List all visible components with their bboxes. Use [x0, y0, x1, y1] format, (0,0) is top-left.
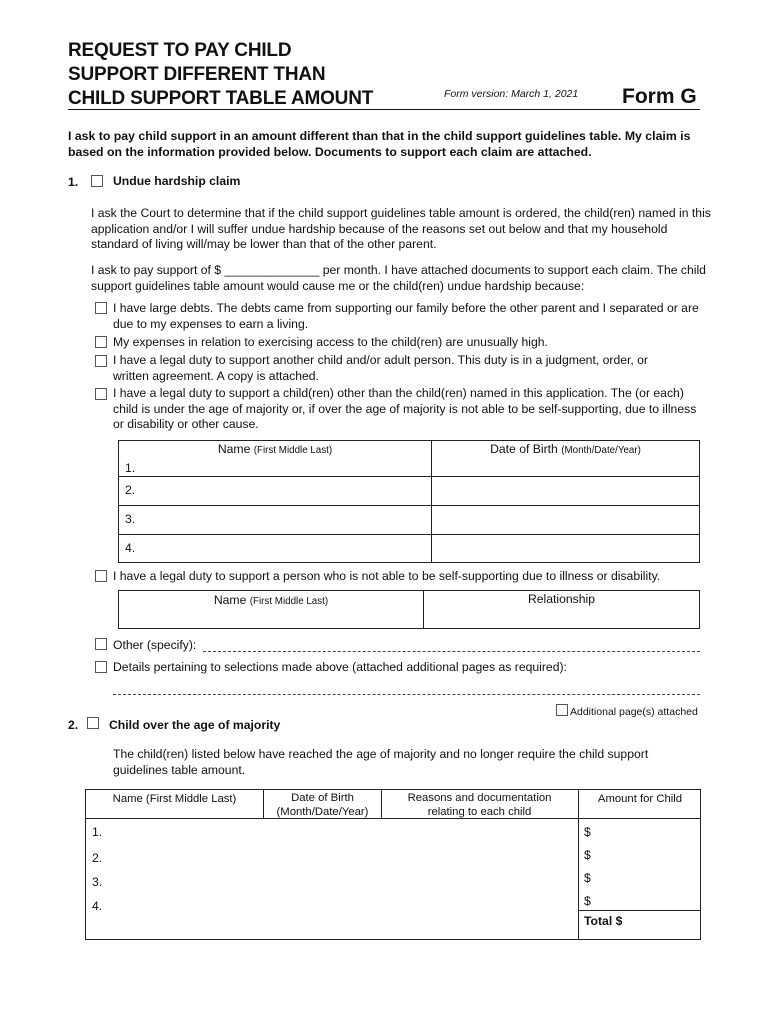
- column-divider: [578, 789, 579, 940]
- dob-column-header: Date of Birth (Month/Date/Year): [276, 792, 369, 818]
- section2-para: The child(ren) listed below have reached the age of majority and no longer require the child support guidelines table amount.: [113, 747, 649, 777]
- relationship-header: Relationship: [527, 592, 596, 606]
- amount-currency[interactable]: $: [584, 848, 591, 862]
- table-row-label: 4.: [92, 899, 103, 913]
- details-line[interactable]: [113, 694, 700, 695]
- name-subheader: (First Middle Last): [249, 596, 329, 607]
- table-row: [119, 477, 700, 506]
- access-expenses-checkbox[interactable]: [95, 336, 107, 348]
- table-header-row: [119, 591, 700, 629]
- title-line: CHILD SUPPORT TABLE AMOUNT: [68, 88, 374, 109]
- section1-number: 1.: [68, 175, 79, 189]
- option-large-debts: I have large debts. The debts came from supporting our family before the other parent and I separated or are due to my expenses to earn a living.: [113, 301, 699, 331]
- dob-column-header: [432, 441, 700, 477]
- table-row-label: 3.: [125, 512, 136, 527]
- details-label: Details pertaining to selections made above (attached additional pages as required):: [113, 660, 567, 674]
- name-column-header: Name (First Middle Last): [112, 793, 237, 805]
- over-majority-checkbox[interactable]: [87, 717, 99, 729]
- children-table: [118, 440, 700, 563]
- table-row-label: 1.: [125, 460, 136, 475]
- intro-text: I ask to pay child support in an amount different than that in the child support guidelines table. My claim is based on the information provided below. Documents to support each claim are attached.: [68, 129, 691, 159]
- other-specify-checkbox[interactable]: [95, 638, 107, 650]
- reasons-column-header: Reasons and documentation relating to each child: [407, 792, 552, 818]
- total-label[interactable]: Total $: [584, 914, 623, 928]
- header-divider: [68, 109, 700, 110]
- section1-title: Undue hardship claim: [113, 174, 241, 188]
- name-cell[interactable]: [119, 477, 432, 506]
- section1-para1: I ask the Court to determine that if the child support guidelines table amount is ordered, the child(ren) named in this application and/or I will suffer undue hardship because of the reasons set out below and that my household standard of living will/may be lower than that of the other parent.: [91, 206, 711, 252]
- dependent-adult-checkbox[interactable]: [95, 570, 107, 582]
- additional-pages-label: Additional page(s) attached: [570, 706, 698, 718]
- name-cell[interactable]: [119, 535, 432, 563]
- dob-header: Date of Birth: [490, 442, 558, 456]
- name-column-header: [119, 441, 432, 477]
- amount-column-header: Amount for Child: [597, 793, 683, 805]
- name-cell[interactable]: [119, 506, 432, 535]
- form-title: [68, 39, 373, 111]
- form-version: Form version: March 1, 2021: [444, 88, 579, 100]
- other-child-checkbox[interactable]: [95, 388, 107, 400]
- total-row-divider: [578, 910, 701, 911]
- amount-currency[interactable]: $: [584, 825, 591, 839]
- section2-number: 2.: [68, 718, 79, 732]
- dob-cell[interactable]: [432, 477, 700, 506]
- option-dependent-adult: I have a legal duty to support a person who is not able to be self-supporting due to illness or disability.: [113, 569, 661, 583]
- dob-subheader: (Month/Date/Year): [561, 445, 641, 456]
- dob-cell[interactable]: [432, 506, 700, 535]
- option-access-expenses: My expenses in relation to exercising access to the child(ren) are unusually high.: [113, 335, 548, 349]
- other-specify-line[interactable]: [203, 651, 700, 652]
- dob-cell[interactable]: [432, 535, 700, 563]
- additional-pages-checkbox[interactable]: [556, 704, 568, 716]
- relationship-table: [118, 590, 700, 629]
- option-other-child: I have a legal duty to support a child(ren) other than the child(ren) named in this application. The (or each) child is under the age of majority or, if over the age of majority is not able to be self-supporting, due to illness or disability or other cause.: [113, 386, 697, 432]
- details-checkbox[interactable]: [95, 661, 107, 673]
- table-row-label: 2.: [125, 483, 136, 498]
- name-header: Name: [213, 593, 247, 607]
- amount-currency[interactable]: $: [584, 894, 591, 908]
- table-row-label: 3.: [92, 875, 103, 889]
- name-column-header[interactable]: [119, 591, 424, 629]
- table-row: [119, 506, 700, 535]
- legal-duty-checkbox[interactable]: [95, 355, 107, 367]
- column-divider: [381, 789, 382, 818]
- undue-hardship-checkbox[interactable]: [91, 175, 103, 187]
- table-header-row: [119, 441, 700, 477]
- other-specify-label: Other (specify):: [113, 638, 197, 652]
- name-subheader: (First Middle Last): [253, 445, 333, 456]
- relationship-column-header[interactable]: [424, 591, 700, 629]
- large-debts-checkbox[interactable]: [95, 302, 107, 314]
- option-legal-duty: I have a legal duty to support another child and/or adult person. This duty is in a judgment, order, or written agreement. A copy is attached.: [113, 353, 648, 383]
- table-row-label: 1.: [92, 825, 103, 839]
- section2-title: Child over the age of majority: [109, 718, 281, 732]
- title-line: REQUEST TO PAY CHILD: [68, 40, 292, 61]
- amount-currency[interactable]: $: [584, 871, 591, 885]
- title-line: SUPPORT DIFFERENT THAN: [68, 64, 326, 85]
- table-row-label: 2.: [92, 851, 103, 865]
- section1-para2: I ask to pay support of $ ______________ per month. I have attached documents to support each claim. The child support guidelines table amount would cause me or the child(ren) undue hardship because:: [91, 263, 706, 293]
- table-row-label: 4.: [125, 541, 136, 556]
- form-id: Form G: [622, 85, 697, 108]
- table-row: [119, 535, 700, 563]
- name-header: Name: [217, 442, 251, 456]
